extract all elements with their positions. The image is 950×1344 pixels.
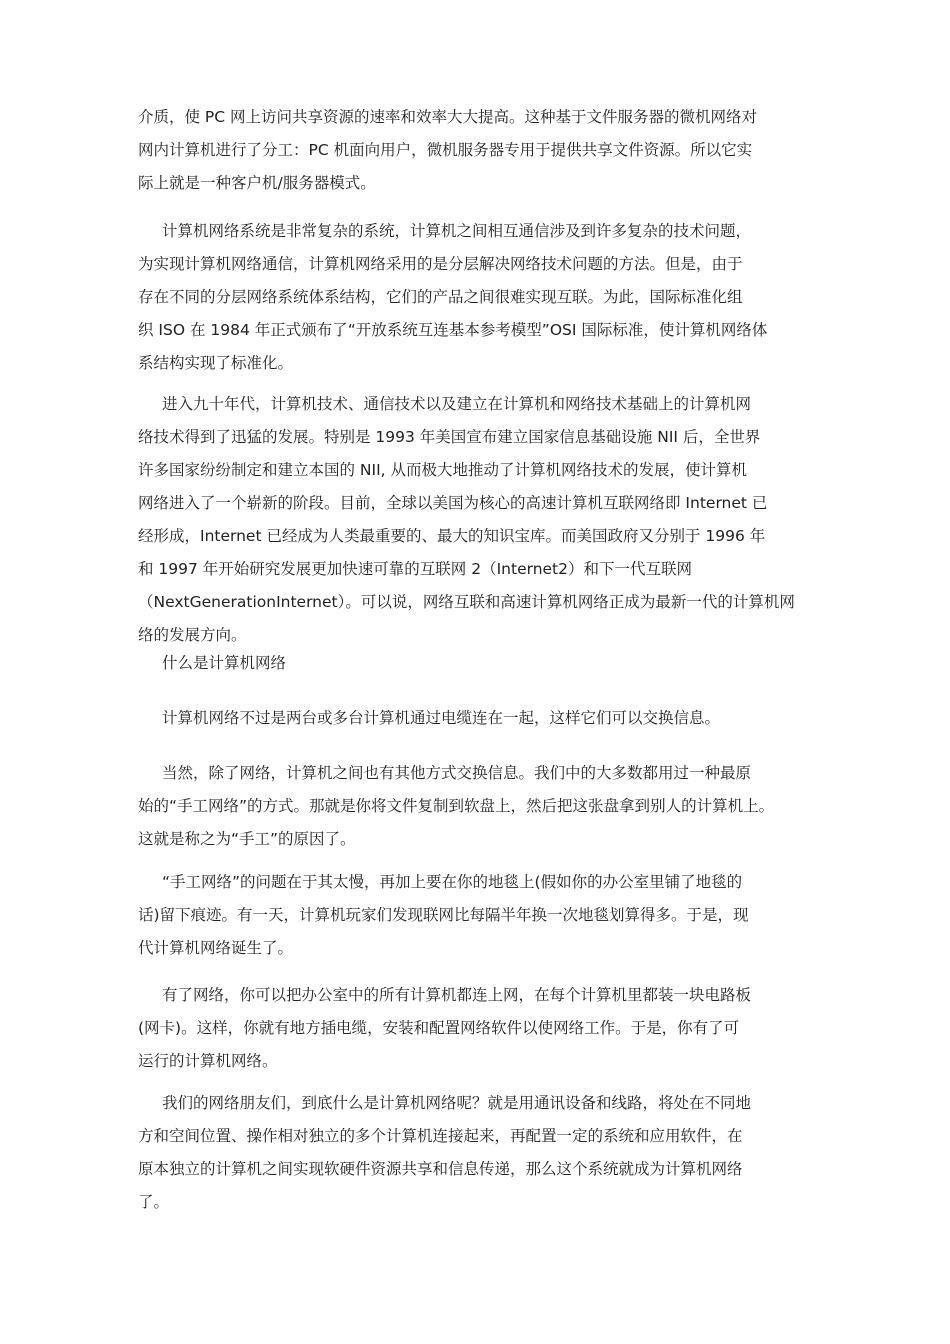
paragraph-definition-full (138, 1087, 818, 1219)
text-line: 织 ISO 在 1984 年正式颁布了“开放系统互连基本参考模型”OSI 国际标准，使计算机网络体 (138, 321, 768, 339)
text-line: 为实现计算机网络通信，计算机网络采用的是分层解决网络技术问题的方法。但是，由于 (138, 255, 743, 273)
paragraph-manual-network (138, 757, 818, 856)
text-line: 存在不同的分层网络系统体系结构，它们的产品之间很难实现互联。为此，国际标准化组 (138, 288, 743, 306)
text-line: 系结构实现了标准化。 (138, 354, 294, 372)
text-line: 这就是称之为“手工”的原因了。 (138, 830, 356, 848)
text-line: 和 1997 年开始研究发展更加快速可靠的互联网 2（Internet2）和下一代互联网 (138, 560, 692, 578)
paragraph-fileserver-network (138, 101, 818, 200)
text-line: 原本独立的计算机之间实现软硬件资源共享和信息传递，那么这个系统就成为计算机网络 (138, 1160, 743, 1178)
text-line: 我们的网络朋友们，到底什么是计算机网络呢？就是用通讯设备和线路，将处在不同地 (162, 1094, 752, 1112)
paragraph-nineties-development (138, 388, 818, 652)
text-line: “手工网络”的问题在于其太慢，再加上要在你的地毯上(假如你的办公室里铺了地毯的 (162, 873, 743, 891)
text-line: 运行的计算机网络。 (138, 1052, 278, 1070)
text-line: 有了网络，你可以把办公室中的所有计算机都连上网，在每个计算机里都装一块电路板 (162, 986, 752, 1004)
text-line: 方和空间位置、操作相对独立的多个计算机连接起来，再配置一定的系统和应用软件，在 (138, 1127, 743, 1145)
text-line: 代计算机网络诞生了。 (138, 939, 294, 957)
section-heading-text: 什么是计算机网络 (162, 654, 287, 672)
text-line: 当然，除了网络，计算机之间也有其他方式交换信息。我们中的大多数都用过一种最原 (162, 764, 752, 782)
text-line: 介质，使 PC 网上访问共享资源的速率和效率大大提高。这种基于文件服务器的微机网络对 (138, 108, 758, 126)
paragraph-osi-standard (138, 215, 818, 380)
text-line: 网络进入了一个崭新的阶段。目前，全球以美国为核心的高速计算机互联网络即 Internet 已 (138, 494, 768, 512)
text-line: 许多国家纷纷制定和建立本国的 NII, 从而极大地推动了计算机网络技术的发展，使计算机 (138, 461, 748, 479)
text-line: 计算机网络不过是两台或多台计算机通过电缆连在一起，这样它们可以交换信息。 (162, 709, 721, 727)
text-line: 了。 (138, 1193, 170, 1211)
paragraph-definition-short (138, 702, 818, 735)
section-heading (138, 647, 818, 680)
text-line: 际上就是一种客户机/服务器模式。 (138, 174, 376, 192)
text-line: 经形成，Internet 已经成为人类最重要的、最大的知识宝库。而美国政府又分别于 1996 年 (138, 527, 766, 545)
text-line: 网内计算机进行了分工：PC 机面向用户，微机服务器专用于提供共享文件资源。所以它实 (138, 141, 753, 159)
text-line: （NextGenerationInternet）。可以说，网络互联和高速计算机网络正成为最新一代的计算机网 (138, 593, 795, 611)
text-line: 计算机网络系统是非常复杂的系统，计算机之间相互通信涉及到许多复杂的技术问题， (162, 222, 752, 240)
text-line: 始的“手工网络”的方式。那就是你将文件复制到软盘上，然后把这张盘拿到别人的计算机上。 (138, 797, 775, 815)
text-line: 进入九十年代，计算机技术、通信技术以及建立在计算机和网络技术基础上的计算机网 (162, 395, 752, 413)
paragraph-manual-network-problem (138, 866, 818, 965)
text-line: 话)留下痕迹。有一天，计算机玩家们发现联网比每隔半年换一次地毯划算得多。于是，现 (138, 906, 749, 924)
text-line: 络技术得到了迅猛的发展。特别是 1993 年美国宣布建立国家信息基础设施 NII 后，全世界 (138, 428, 761, 446)
text-line: (网卡)。这样，你就有地方插电缆，安装和配置网络软件以使网络工作。于是，你有了可 (138, 1019, 740, 1037)
paragraph-with-network (138, 979, 818, 1078)
text-line: 络的发展方向。 (138, 626, 247, 644)
